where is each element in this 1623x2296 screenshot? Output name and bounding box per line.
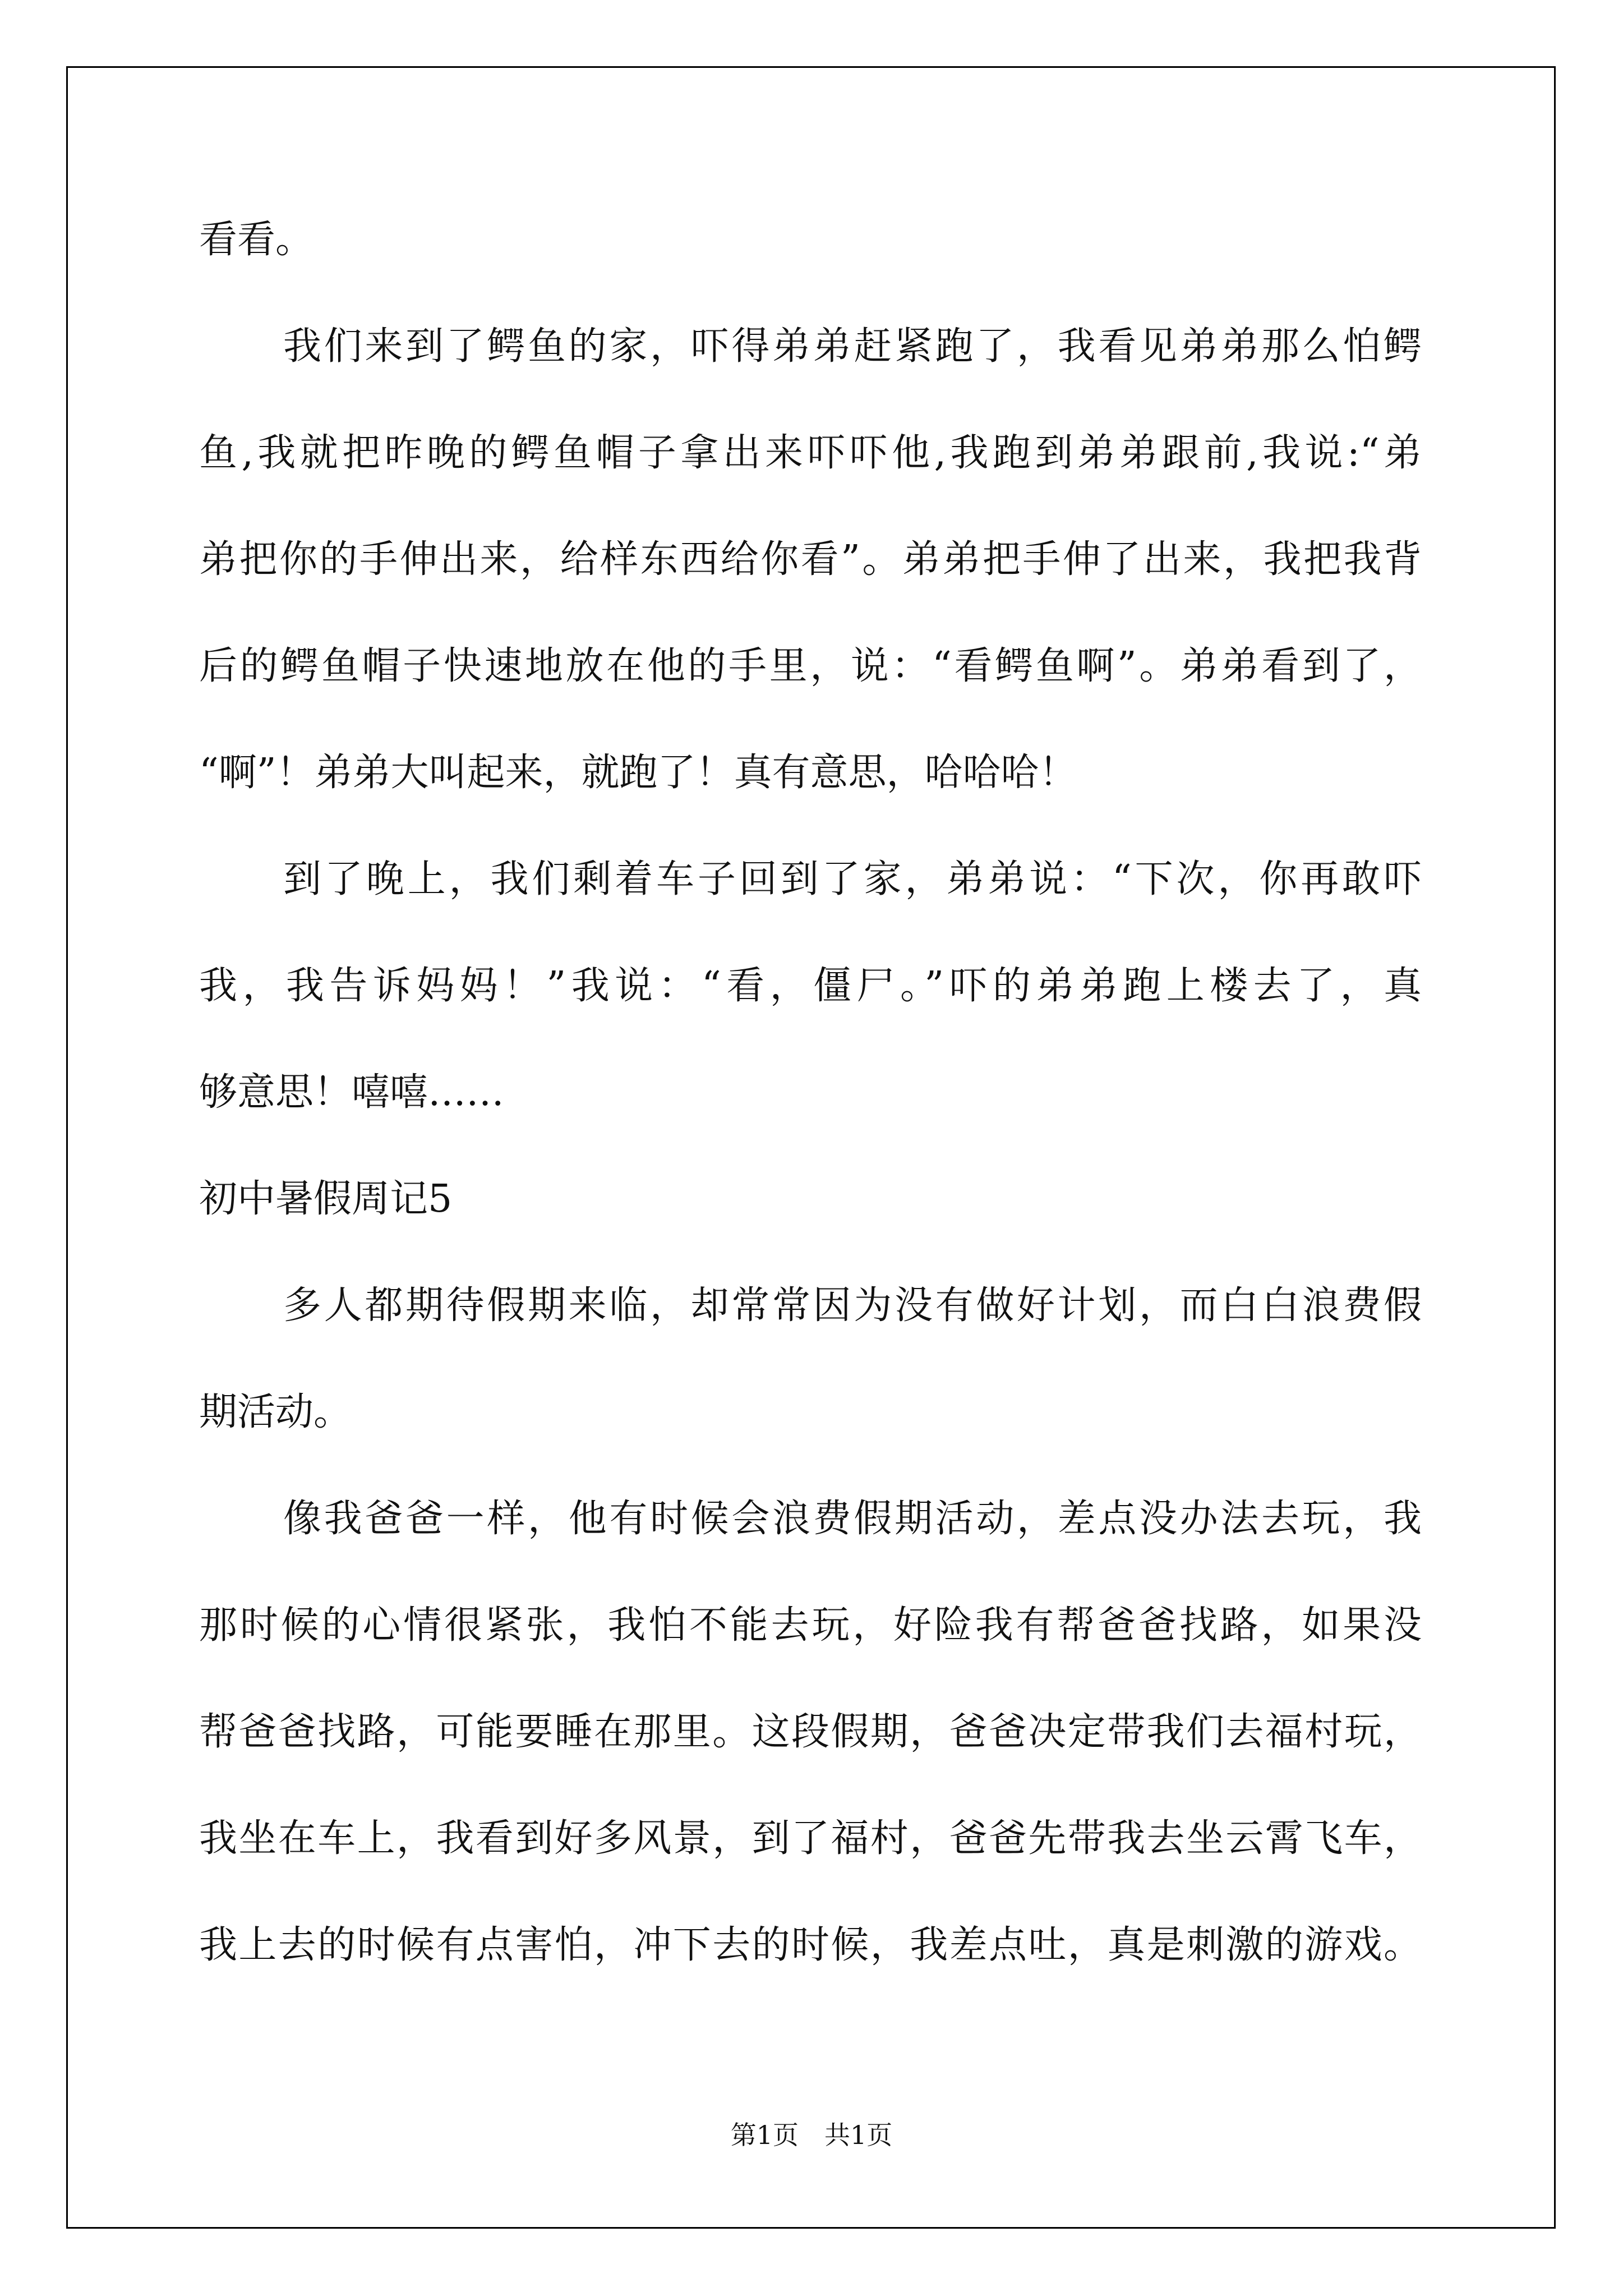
text-line: 够意思！嘻嘻…… bbox=[199, 1070, 505, 1115]
text-line: 我，我告诉妈妈！”我说：“看，僵尸。”吓的弟弟跑上楼去了，真 bbox=[199, 964, 1422, 1008]
text-line: 帮爸爸找路，可能要睡在那里。这段假期，爸爸决定带我们去福村玩， bbox=[199, 1710, 1422, 1754]
text-line: 鱼,我就把昨晚的鳄鱼帽子拿出来吓吓他,我跑到弟弟跟前,我说:“弟 bbox=[199, 431, 1422, 475]
paragraph-start-line: 到了晚上，我们剩着车子回到了家，弟弟说：“下次，你再敢吓 bbox=[283, 857, 1422, 901]
text-line: 看看。 bbox=[199, 218, 314, 262]
section-heading: 初中暑假周记5 bbox=[199, 1177, 453, 1221]
text-line: 后的鳄鱼帽子快速地放在他的手里，说：“看鳄鱼啊”。弟弟看到了， bbox=[199, 644, 1422, 688]
text-line: 弟把你的手伸出来，给样东西给你看”。弟弟把手伸了出来，我把我背 bbox=[199, 537, 1422, 582]
text-line: 我上去的时候有点害怕，冲下去的时候，我差点吐，真是刺激的游戏。 bbox=[199, 1923, 1422, 1967]
text-line: “啊”！弟弟大叫起来，就跑了！真有意思，哈哈哈！ bbox=[199, 751, 1077, 795]
text-line: 那时候的心情很紧张，我怕不能去玩，好险我有帮爸爸找路，如果没 bbox=[199, 1603, 1422, 1648]
page-footer: 第1页 共1页 bbox=[730, 2120, 893, 2150]
paragraph-start-line: 像我爸爸一样，他有时候会浪费假期活动，差点没办法去玩，我 bbox=[283, 1497, 1422, 1541]
paragraph-start-line: 多人都期待假期来临，却常常因为没有做好计划，而白白浪费假 bbox=[283, 1283, 1422, 1328]
text-line: 我坐在车上，我看到好多风景，到了福村，爸爸先带我去坐云霄飞车， bbox=[199, 1816, 1422, 1861]
text-line: 期活动。 bbox=[199, 1390, 352, 1434]
page-border bbox=[66, 66, 1556, 2229]
paragraph-start-line: 我们来到了鳄鱼的家，吓得弟弟赶紧跑了，我看见弟弟那么怕鳄 bbox=[283, 324, 1422, 369]
